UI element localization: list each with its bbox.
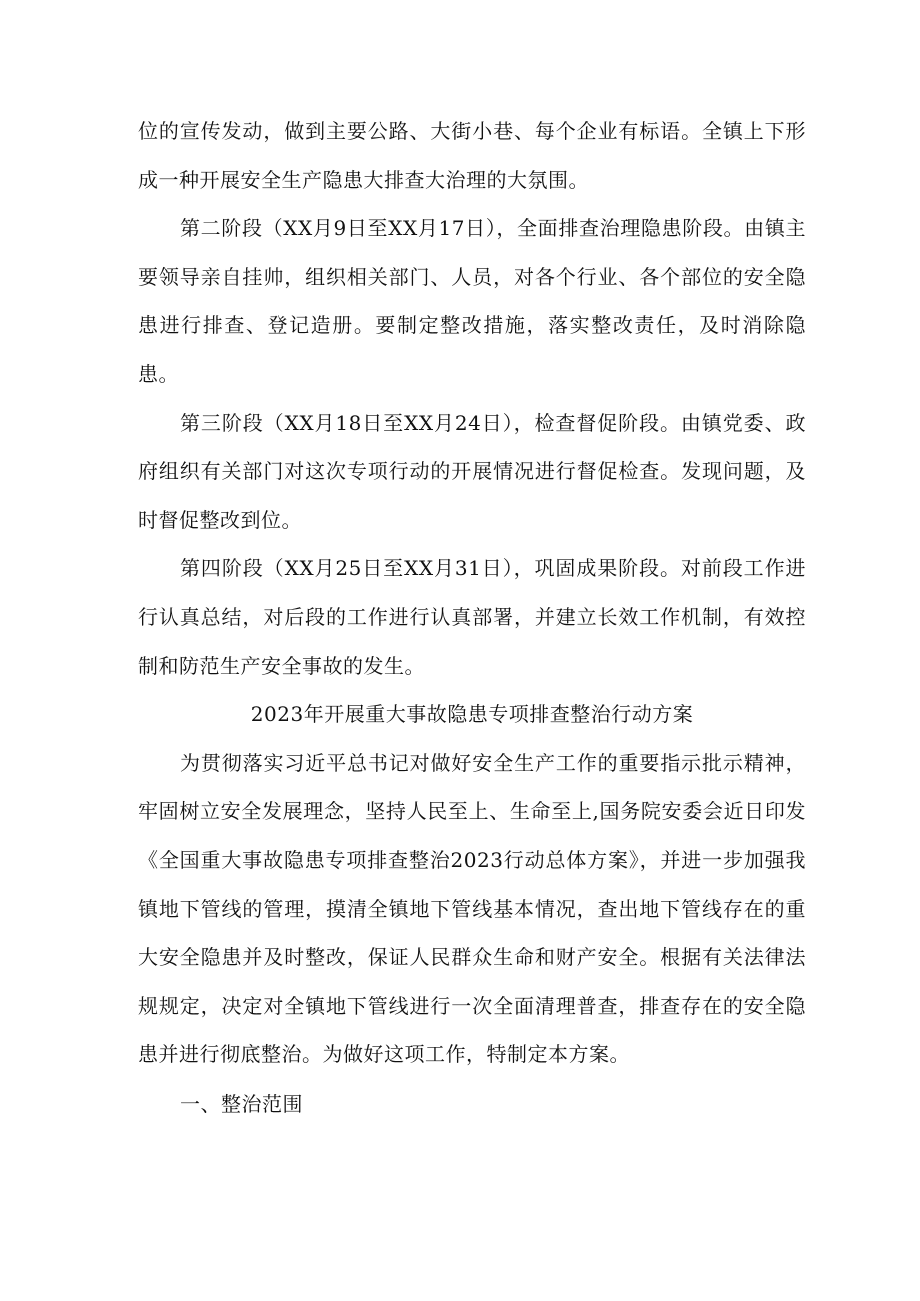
- paragraph-continuation: 位的宣传发动，做到主要公路、大街小巷、每个企业有标语。全镇上下形成一种开展安全生产隐患大排查大治理的大氛围。: [138, 119, 806, 192]
- paragraph-stage-four: 第四阶段（XX月25日至XX月31日），巩固成果阶段。对前段工作进行认真总结，对后段的工作进行认真部署，并建立长效工作机制，有效控制和防范生产安全事故的发生。: [138, 556, 806, 678]
- paragraph-stage-three: 第三阶段（XX月18日至XX月24日），检查督促阶段。由镇党委、政府组织有关部门对这次专项行动的开展情况进行督促检查。发现问题，及时督促整改到位。: [138, 410, 806, 532]
- paragraph-intro: 为贯彻落实习近平总书记对做好安全生产工作的重要指示批示精神，牢固树立安全发展理念，坚持人民至上、生命至上,国务院安委会近日印发《全国重大事故隐患专项排查整治2023行动总体方案》，并进一步加强我镇地下管线的管理，摸清全镇地下管线基本情况，查出地下管线存在的重大安全隐患并及时整改，保证人民群众生命和财产安全。根据有关法律法规规定，决定对全镇地下管线进行一次全面清理普查，排查存在的安全隐患并进行彻底整治。为做好这项工作，特制定本方案。: [138, 750, 806, 1067]
- paragraph-stage-two: 第二阶段（XX月9日至XX月17日），全面排查治理隐患阶段。由镇主要领导亲自挂帅，组织相关部门、人员，对各个行业、各个部位的安全隐患进行排查、登记造册。要制定整改措施，落实整改责任，及时消除隐患。: [138, 216, 806, 386]
- document-title: 2023年开展重大事故隐患专项排查整治行动方案: [250, 702, 694, 727]
- document-body: [138, 107, 806, 1128]
- section-heading: 一、整治范围: [180, 1091, 303, 1116]
